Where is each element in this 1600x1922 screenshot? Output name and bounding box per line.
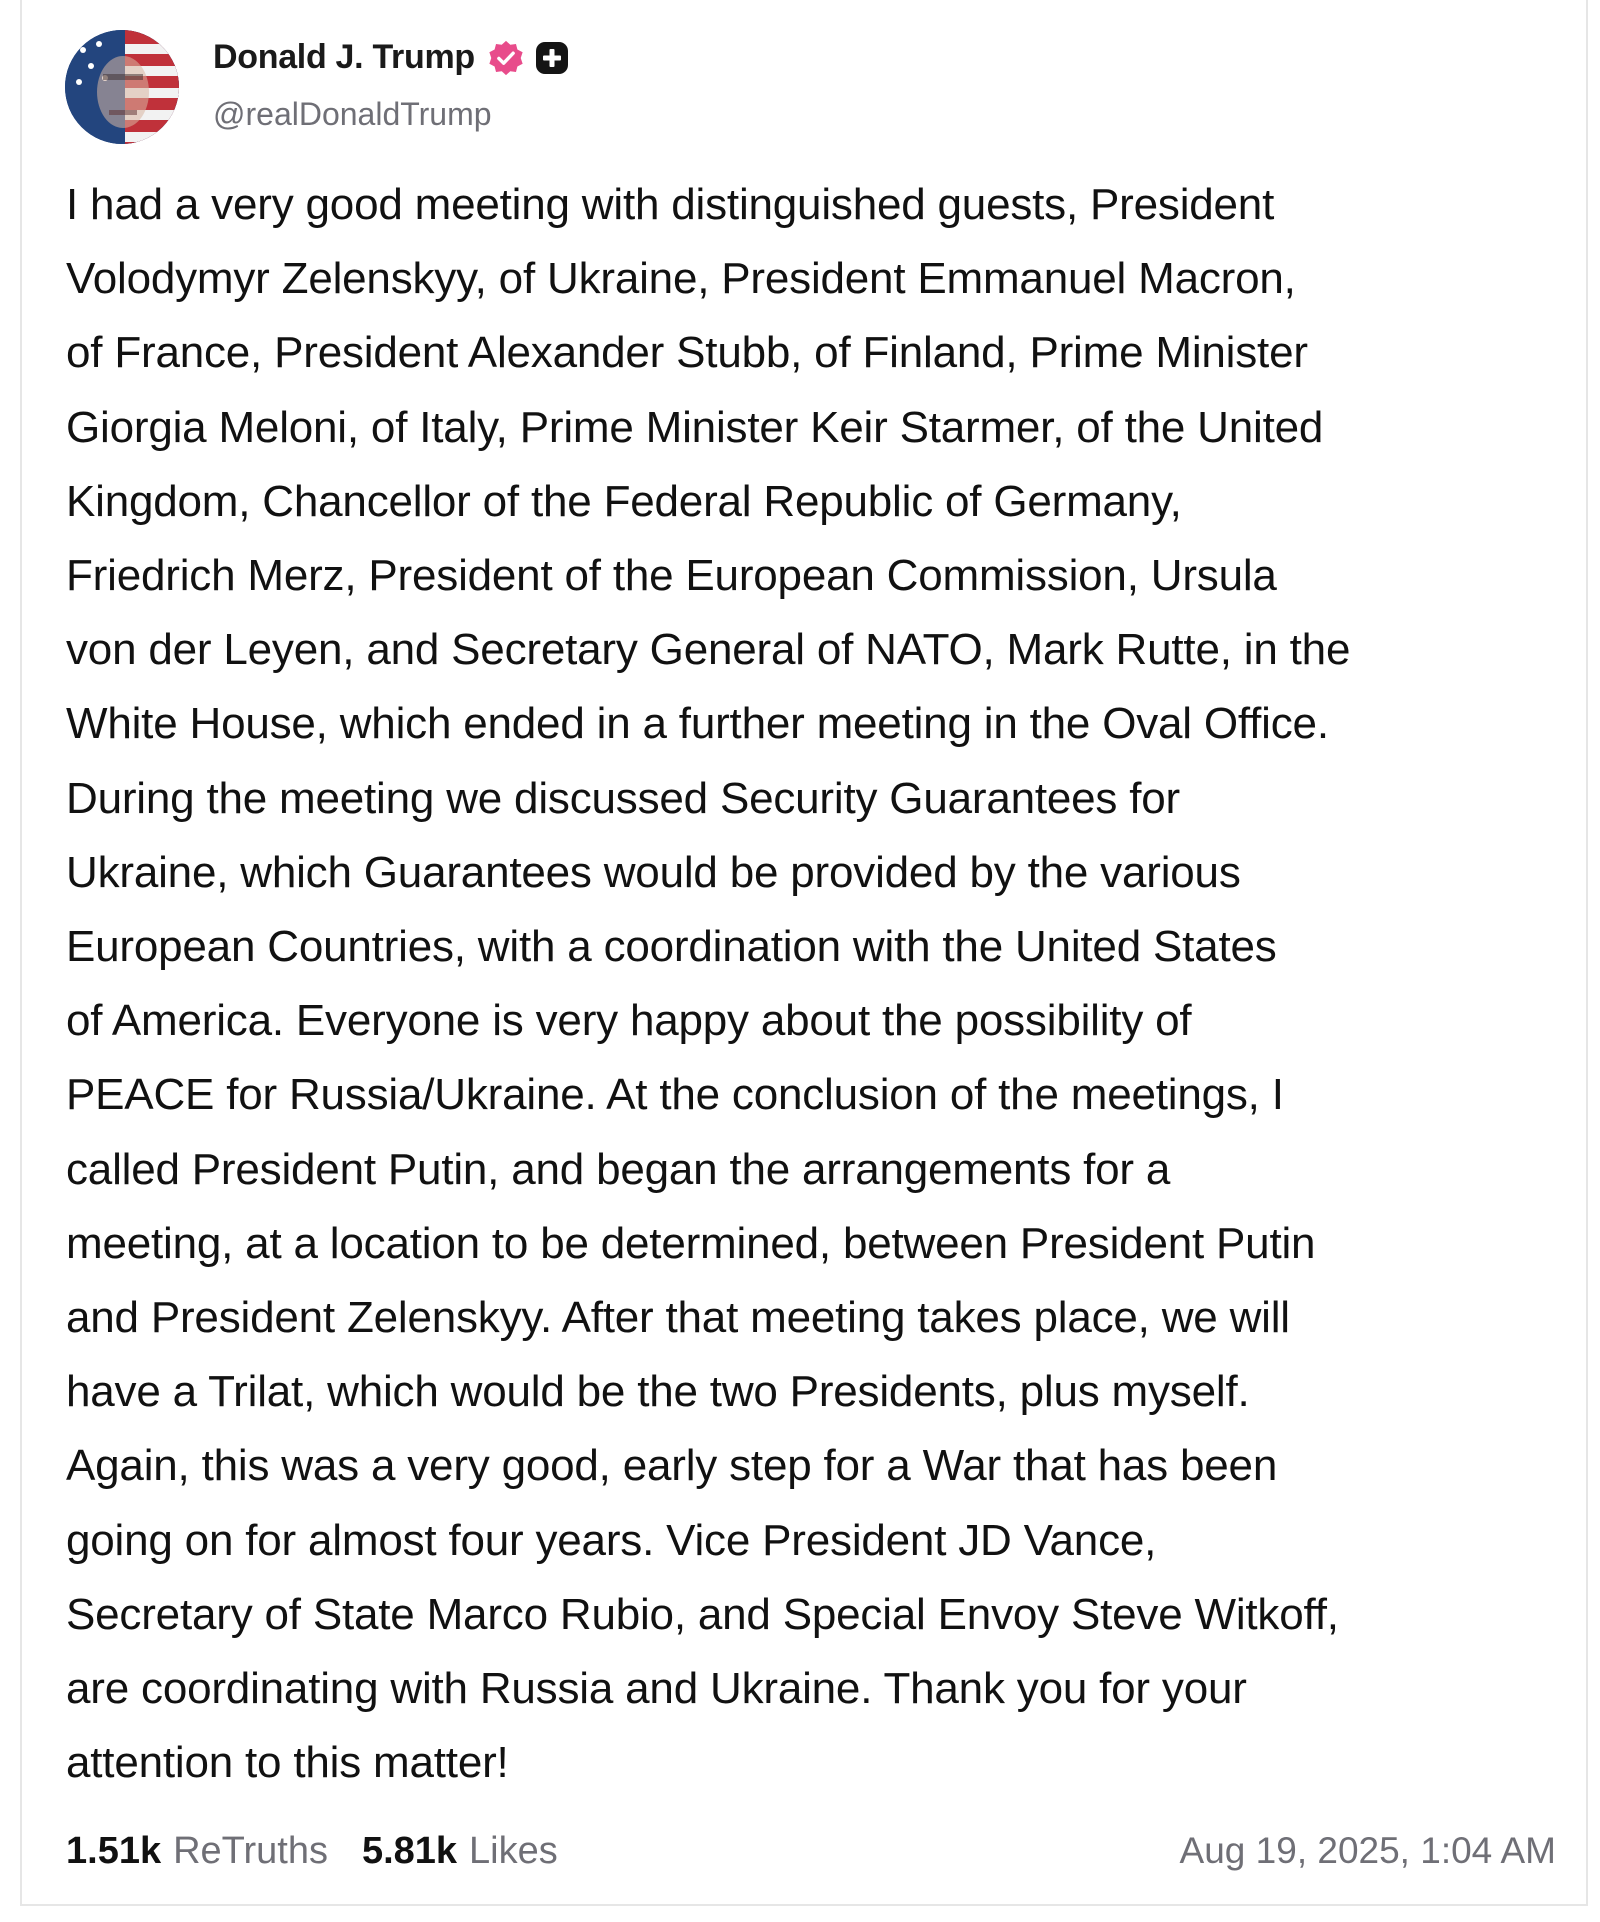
retruths-count: 1.51k bbox=[66, 1829, 162, 1872]
author-handle[interactable]: @realDonaldTrump bbox=[213, 96, 492, 132]
post-text-line: Again, this was a very good, early step for a War that has been bbox=[66, 1441, 1278, 1491]
likes-count: 5.81k bbox=[361, 1829, 458, 1872]
retruths-label: ReTruths bbox=[173, 1829, 328, 1872]
retruths-stat[interactable] bbox=[66, 1830, 328, 1873]
post-text-line: attention to this matter! bbox=[66, 1738, 509, 1788]
plus-badge-icon bbox=[535, 41, 569, 75]
post-text-line: White House, which ended in a further meeting in the Oval Office. bbox=[66, 699, 1329, 749]
post-timestamp[interactable]: Aug 19, 2025, 1:04 AM bbox=[1179, 1830, 1556, 1871]
post-text-line: are coordinating with Russia and Ukraine. Thank you for your bbox=[66, 1664, 1247, 1714]
post-text-line: of America. Everyone is very happy about the possibility of bbox=[66, 996, 1192, 1046]
display-name[interactable]: Donald J. Trump bbox=[213, 38, 475, 76]
post-text-line: called President Putin, and began the arrangements for a bbox=[66, 1144, 1171, 1194]
post-text-line: I had a very good meeting with distinguished guests, President bbox=[66, 180, 1275, 229]
post-footer bbox=[66, 1828, 1556, 1874]
post-text-line: European Countries, with a coordination with the United States bbox=[66, 922, 1277, 972]
likes-label: Likes bbox=[469, 1829, 558, 1872]
post-text-line: Giorgia Meloni, of Italy, Prime Minister Keir Starmer, of the United bbox=[66, 402, 1324, 452]
avatar-image bbox=[65, 30, 179, 144]
post-text-line: von der Leyen, and Secretary General of NATO, Mark Rutte, in the bbox=[66, 625, 1351, 675]
post-card bbox=[20, 0, 1588, 1906]
avatar[interactable] bbox=[65, 30, 179, 144]
post-text bbox=[66, 168, 1556, 1800]
post-header bbox=[65, 28, 1465, 146]
post-text-line: Kingdom, Chancellor of the Federal Republic of Germany, bbox=[66, 476, 1182, 526]
verified-badge-icon bbox=[487, 39, 525, 77]
post-text-line: Ukraine, which Guarantees would be provided by the various bbox=[66, 847, 1241, 897]
post-text-line: PEACE for Russia/Ukraine. At the conclusion of the meetings, I bbox=[66, 1070, 1284, 1120]
post-text-line: and President Zelenskyy. After that meeting takes place, we will bbox=[66, 1293, 1290, 1343]
post-text-line: Secretary of State Marco Rubio, and Special Envoy Steve Witkoff, bbox=[66, 1589, 1339, 1639]
post-text-line: of France, President Alexander Stubb, of Finland, Prime Minister bbox=[66, 328, 1308, 378]
post-text-line: During the meeting we discussed Security Guarantees for bbox=[66, 773, 1181, 823]
post-text-line: going on for almost four years. Vice President JD Vance, bbox=[66, 1515, 1157, 1565]
post-text-line: meeting, at a location to be determined, between President Putin bbox=[66, 1218, 1316, 1268]
post-text-line: Friedrich Merz, President of the European Commission, Ursula bbox=[66, 551, 1277, 601]
author-info bbox=[213, 38, 569, 77]
likes-stat[interactable] bbox=[362, 1830, 558, 1873]
post-text-line: Volodymyr Zelenskyy, of Ukraine, President Emmanuel Macron, bbox=[66, 254, 1296, 304]
post-text-line: have a Trilat, which would be the two Presidents, plus myself. bbox=[66, 1367, 1250, 1417]
